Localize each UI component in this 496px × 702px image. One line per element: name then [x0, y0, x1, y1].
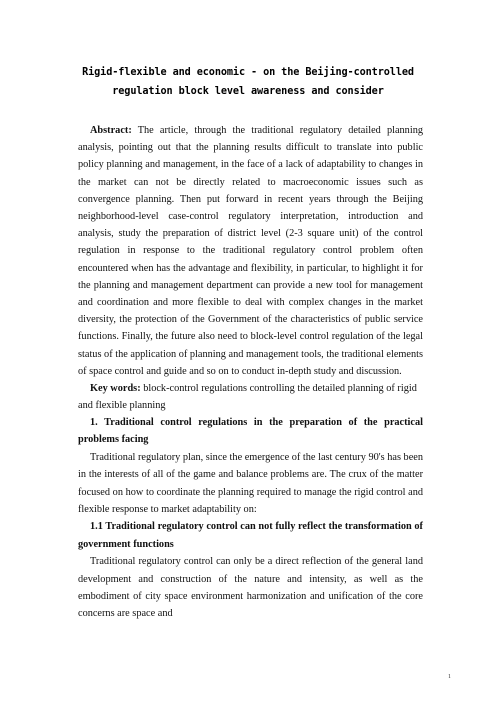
keywords-paragraph — [78, 380, 423, 414]
keywords-label: Key words: — [90, 383, 141, 395]
abstract-block — [78, 122, 423, 414]
title-line-1: Rigid-flexible and economic - on the Beijing-controlled — [82, 67, 414, 78]
abstract-label: Abstract: — [90, 125, 132, 136]
abstract-paragraph — [78, 122, 423, 380]
section-1-paragraph: Traditional regulatory plan, since the emergence of the last century 90's has been in the interests of all of the game and balance problems are. The crux of the matter focused on how to coordinate the planning required to manage the rigid control and flexible response to market adaptability on: — [78, 451, 423, 516]
document-title — [40, 63, 456, 101]
section-1-1-heading: 1.1 Traditional regulatory control can not fully reflect the transformation of government functions — [78, 521, 423, 550]
section-1 — [78, 414, 423, 623]
section-1-heading: 1. Traditional control regulations in the preparation of the practical problems facing — [78, 417, 423, 446]
keywords-text: block-control regulations controlling the detailed planning of rigid and flexible planning — [78, 383, 417, 412]
title-line-2: regulation block level awareness and consider — [112, 86, 384, 97]
section-1-1-paragraph: Traditional regulatory control can only be a direct reflection of the general land development and construction of the nature and intensity, as well as the embodiment of city space environment harmonization and unification of the core concerns are space and — [78, 556, 423, 620]
page-number: 1 — [448, 674, 451, 680]
abstract-text: The article, through the traditional regulatory detailed planning analysis, pointing out that the planning results difficult to translate into public policy planning and management, in the face of a lack of adaptability to changes in the market can not be directly related to macroeconomic issues such as convergence planning. Then put forward in recent years through the Beijing neighborhood-level case-control regulatory interpretation, introduction and analysis, study the preparation of district level (2-3 square unit) of the control regulation in response to the traditional regulatory control problem often encountered when has the advantage and flexibility, in particular, to highlight it for the planning and management department can provide a new tool for management and coordination and more flexible to deal with complex changes in the market diversity, the protection of the Government of the characteristics of public service functions. Finally, the future also need to block-level control regulation of the legal status of the application of planning and management tools, the traditional elements of space control and guide and so on to conduct in-depth study and discussion. — [78, 125, 423, 377]
